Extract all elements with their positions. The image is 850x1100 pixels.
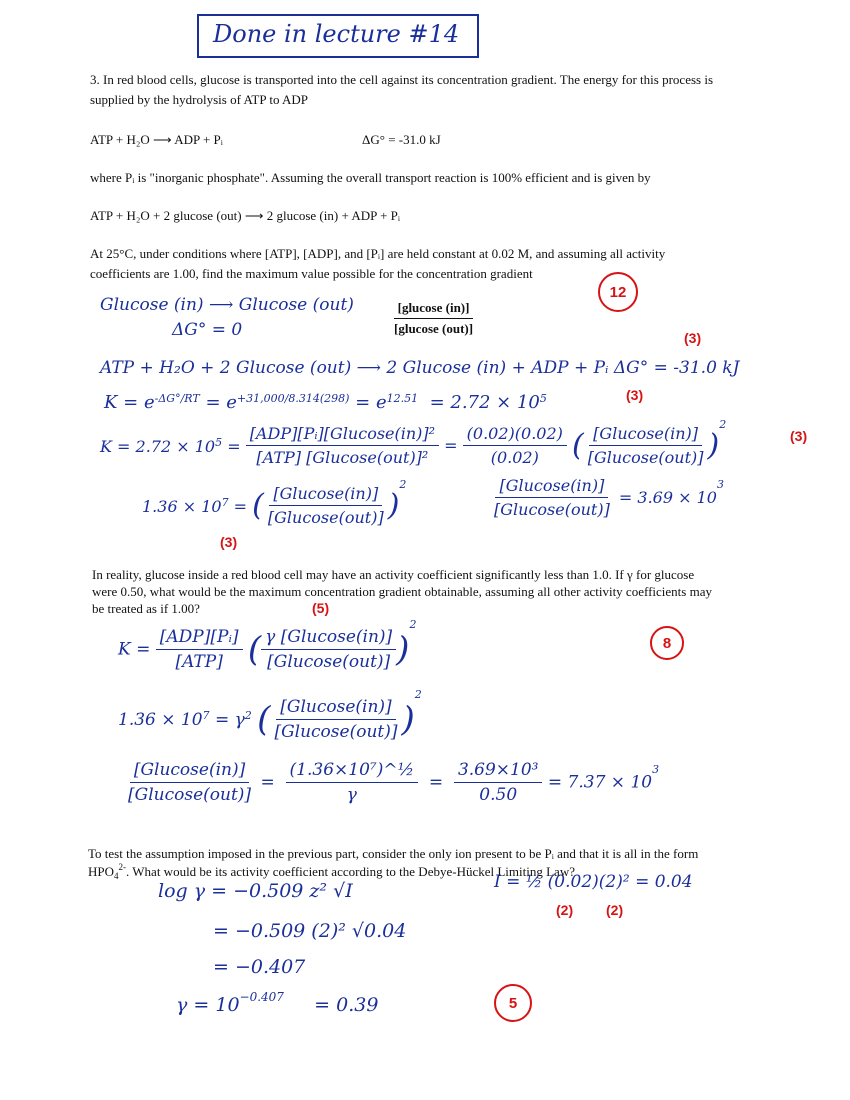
- work-line-dg-zero: ΔG° = 0: [172, 320, 243, 340]
- part3-line-2: $HPO_4^{2-}$. What would be its activity coefficient according to the Debye-Hückel Limiting Law?: [88, 862, 575, 881]
- points-annotation: (3): [684, 330, 702, 346]
- score-circle-12: 12: [598, 272, 638, 312]
- points-annotation: (3): [220, 534, 238, 550]
- score-circle-8: 8: [650, 626, 684, 660]
- work-line-k-expression: $K = 2.72 \times 10^5$ = $\frac{\text{[ADP][Pᵢ][Glucose(in)]²}}{\text{[ATP] [Glucose(out)]²}}$ = $\frac{(0.02)(0.02)}{(0.02)}$ ( $\frac{\text{[Glucose(in)]}}{\text{[Glucose(out)]}}$ )$^2$: [100, 418, 727, 467]
- part3-gamma-result: $\gamma = 10^{-0.407}$ = 0.39: [176, 990, 379, 1016]
- part2-line-2-equation: $1.36 \times 10^7 = \gamma^2$ ( $\frac{\text{[Glucose(in)]}}{\text{[Glucose(out)]}}$ )$^2$: [118, 688, 422, 742]
- points-annotation: (2): [606, 902, 624, 918]
- part3-line-1: To test the assumption imposed in the previous part, consider the only ion present to be Pᵢ and that it is all in the form: [88, 846, 699, 861]
- page-title: Done in lecture #14: [213, 20, 460, 48]
- delta-g-value: ΔG° = -31.0 kJ: [362, 132, 441, 147]
- conditions-line-2: coefficients are 1.00, find the maximum value possible for the concentration gradient: [90, 266, 533, 281]
- points-annotation: (3): [626, 387, 644, 403]
- intro-line-2: supplied by the hydrolysis of ATP to ADP: [90, 92, 309, 107]
- where-text: where Pᵢ is "inorganic phosphate". Assuming the overall transport reaction is 100% efficient and is given by: [90, 170, 651, 185]
- part2-line-3: be treated as if 1.00?: [92, 601, 200, 616]
- part3-ionic-strength: I = ½ (0.02)(2)² = 0.04: [494, 872, 693, 892]
- hydrolysis-reaction: ATP + H₂O ⟶ ADP + Pᵢ: [90, 132, 223, 147]
- part2-line-1: In reality, glucose inside a red blood cell may have an activity coefficient significantly less than 1.0. If γ for glucose: [92, 567, 695, 582]
- part2-line-3-equation: $\frac{\text{[Glucose(in)]}}{\text{[Glucose(out)]}}$ = $\frac{\text{(1.36×10⁷)\textasciicircum{}½}}{\gamma}$ = $\frac{\text{3.69×10³}}{0.50}$ = $7.37 \times 10^3$: [128, 760, 660, 805]
- part3-substitution: = −0.509 (2)² √0.04: [213, 920, 407, 942]
- conditions-line-1: At 25°C, under conditions where [ATP], [ADP], and [Pᵢ] are held constant at 0.02 M, and assuming all activity: [90, 246, 666, 261]
- intro-line-1: 3. In red blood cells, glucose is transported into the cell against its concentration gradient. The energy for this process is: [90, 72, 713, 87]
- work-line-glucose-transfer: Glucose (in) ⟶ Glucose (out): [100, 295, 354, 315]
- gradient-denominator: [glucose (out)]: [394, 321, 474, 337]
- part3-log-gamma: log γ = −0.509 z² √I: [158, 880, 353, 902]
- work-line-k-exp: $K = e^{-\Delta G^\circ/RT} = e^{+31,000/8.314(298)} = e^{12.51} = 2.72 \times 10^5$: [104, 392, 547, 413]
- work-line-gradient-squared: $1.36 \times 10^7$ = ( $\frac{\text{[Glucose(in)]}}{\text{[Glucose(out)]}}$ )$^2$: [142, 478, 407, 527]
- points-annotation: (3): [790, 428, 808, 444]
- work-line-gradient-result: $\frac{\text{[Glucose(in)]}}{\text{[Glucose(out)]}}$ = $3.69 \times 10^3$: [494, 476, 724, 519]
- score-circle-5: 5: [494, 984, 532, 1022]
- part2-k-expression: K = $\frac{\text{[ADP][Pᵢ]}}{\text{[ATP]}}$ ( $\frac{\text{γ [Glucose(in)]}}{\text{[Glucose(out)]}}$ )$^2$: [118, 618, 417, 672]
- part3-log-result: = −0.407: [213, 956, 306, 978]
- gradient-numerator: [glucose (in)]: [394, 300, 474, 319]
- points-annotation: (5): [312, 600, 330, 616]
- points-annotation: (2): [556, 902, 574, 918]
- gradient-fraction: [390, 300, 477, 338]
- part2-line-2: were 0.50, what would be the maximum concentration gradient obtainable, assuming all other activity coefficients may: [92, 584, 712, 599]
- overall-reaction: ATP + H₂O + 2 glucose (out) ⟶ 2 glucose (in) + ADP + Pᵢ: [90, 208, 401, 223]
- work-line-overall-reaction: ATP + H₂O + 2 Glucose (out) ⟶ 2 Glucose (in) + ADP + Pᵢ ΔG° = -31.0 kJ: [100, 358, 740, 378]
